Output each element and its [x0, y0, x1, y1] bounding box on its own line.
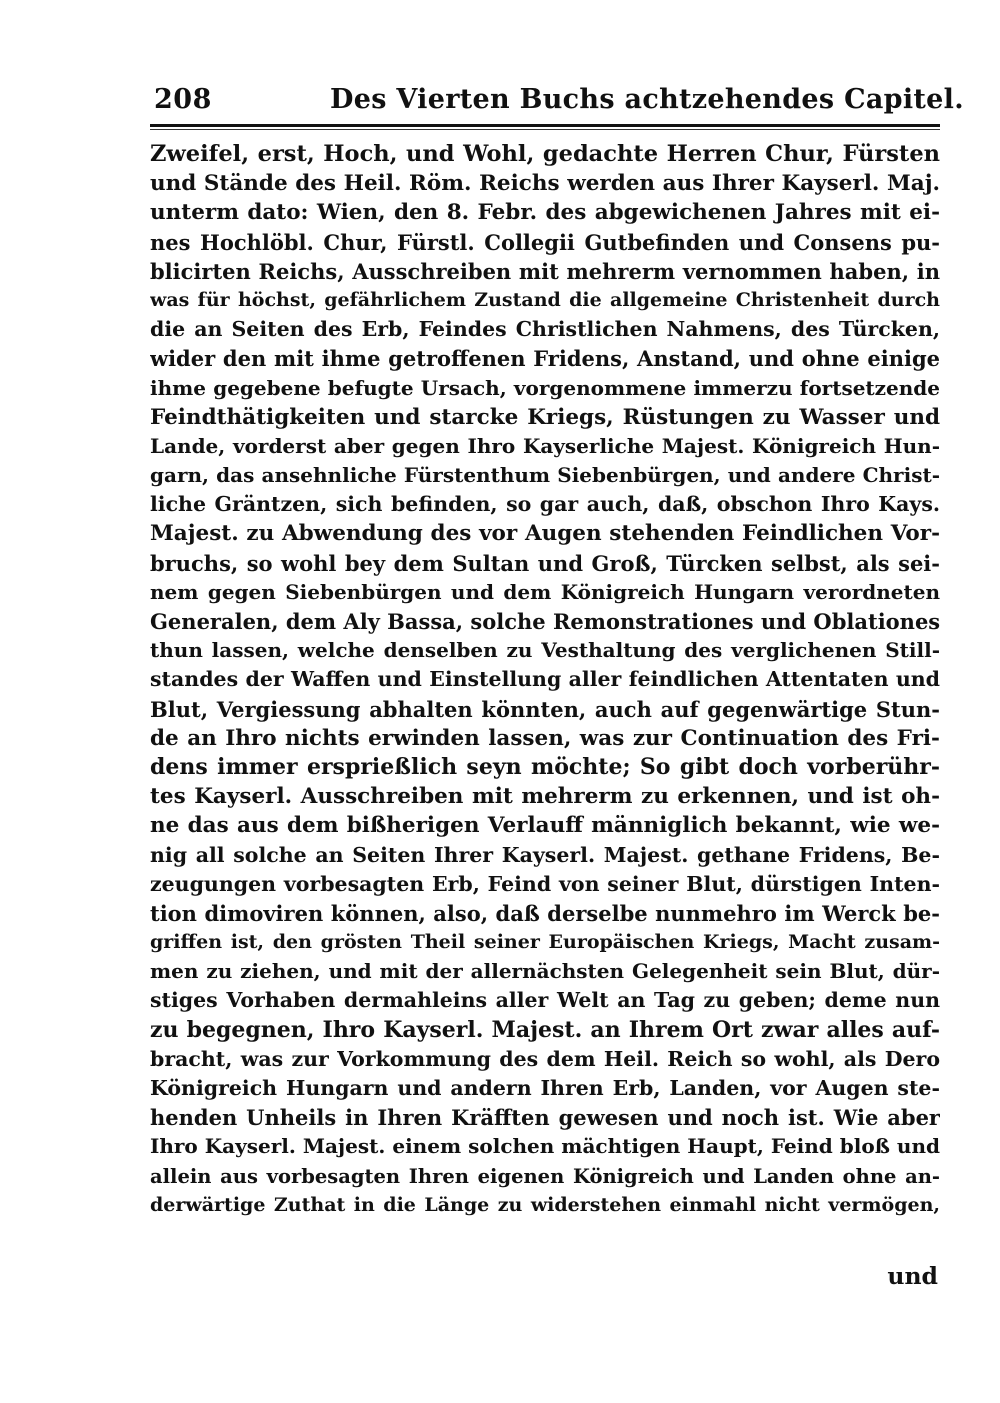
page-number: 208	[154, 84, 212, 115]
text-line: Feindthätigkeiten und starcke Kriegs, Rüstungen zu Wasser und	[150, 404, 940, 430]
body-text	[150, 140, 940, 1220]
text-line: Generalen, dem Aly Bassa, solche Remonstrationes und Oblationes	[150, 609, 940, 634]
text-line: dens immer ersprießlich seyn möchte; So gibt doch vorberühr-	[150, 753, 940, 780]
text-line: garn, das ansehnliche Fürstenthum Siebenbürgen, und andere Christ-	[150, 463, 940, 488]
text-line: was für höchst, gefährlichem Zustand die allgemeine Christenheit durch	[150, 288, 940, 311]
text-line: tes Kayserl. Ausschreiben mit mehrerm zu erkennen, und ist oh-	[150, 784, 940, 810]
text-line: tion dimoviren können, also, daß derselbe nunmehro im Werck be-	[150, 900, 940, 926]
text-line: bruchs, so wohl bey dem Sultan und Groß, Türcken selbst, als sei-	[150, 550, 940, 576]
header-rule	[150, 124, 940, 127]
text-line: standes der Waffen und Einstellung aller feindlichen Attentaten und	[150, 667, 940, 692]
text-line: und Stände des Heil. Röm. Reichs werden aus Ihrer Kayserl. Maj.	[150, 171, 940, 197]
text-line: nig all solche an Seiten Ihrer Kayserl. Majest. gethane Fridens, Be-	[150, 842, 940, 867]
text-line: derwärtige Zuthat in die Länge zu widerstehen einmahl nicht vermögen,	[150, 1193, 940, 1216]
text-line: Ihro Kayserl. Majest. einem solchen mächtigen Haupt, Feind bloß und	[150, 1134, 940, 1159]
text-line: Blut, Vergiessung abhalten könnten, auch auf gegenwärtige Stun-	[150, 696, 940, 722]
text-line: stiges Vorhaben dermahleins aller Welt an Tag zu geben; deme nun	[150, 988, 940, 1013]
text-line: nes Hochlöbl. Chur, Fürstl. Collegii Gutbefinden und Consens pu-	[150, 229, 940, 255]
text-line: henden Unheils in Ihren Kräfften gewesen und noch ist. Wie aber	[150, 1105, 940, 1131]
text-line: blicirten Reichs, Ausschreiben mit mehrerm vernommen haben, in	[150, 258, 940, 284]
text-line: bracht, was zur Vorkommung des dem Heil. Reich so wohl, als Dero	[150, 1046, 940, 1071]
catchword: und	[887, 1262, 938, 1290]
text-line: de an Ihro nichts erwinden lassen, was zur Continuation des Fri-	[150, 725, 940, 751]
text-line: thun lassen, welche denselben zu Vesthaltung des verglichenen Still-	[150, 638, 940, 663]
text-line: nem gegen Siebenbürgen und dem Königreich Hungarn verordneten	[150, 579, 940, 604]
text-line: ne das aus dem bißherigen Verlauff männiglich bekannt, wie we-	[150, 813, 940, 839]
text-line: zu begegnen, Ihro Kayserl. Majest. an Ihrem Ort zwar alles auf-	[150, 1016, 940, 1043]
page-header	[150, 78, 964, 122]
header-rule-thin	[150, 129, 940, 130]
text-line: ihme gegebene befugte Ursach, vorgenommene immerzu fortsetzende	[150, 375, 940, 400]
text-line: griffen ist, den grösten Theil seiner Europäischen Kriegs, Macht zusam-	[150, 931, 940, 954]
text-line: liche Gräntzen, sich befinden, so gar auch, daß, obschon Ihro Kays.	[150, 492, 940, 517]
text-line: Lande, vorderst aber gegen Ihro Kayserliche Majest. Königreich Hun-	[150, 433, 940, 458]
text-line: wider den mit ihme getroffenen Fridens, Anstand, und ohne einige	[150, 346, 940, 372]
text-line: Zweifel, erst, Hoch, und Wohl, gedachte Herren Chur, Fürsten	[150, 141, 940, 167]
text-line: allein aus vorbesagten Ihren eigenen Königreich und Landen ohne an-	[150, 1164, 940, 1188]
text-line: men zu ziehen, und mit der allernächsten Gelegenheit sein Blut, dür-	[150, 959, 940, 984]
text-line: Königreich Hungarn und andern Ihren Erb, Landen, vor Augen ste-	[150, 1076, 940, 1100]
text-line: die an Seiten des Erb, Feindes Christlichen Nahmens, des Türcken,	[150, 317, 940, 342]
text-line: zeugungen vorbesagten Erb, Feind von seiner Blut, dürstigen Inten-	[150, 871, 940, 896]
text-line: unterm dato: Wien, den 8. Febr. des abgewichenen Jahres mit ei-	[150, 200, 940, 226]
running-title: Des Vierten Buchs achtzehendes Capitel.	[330, 84, 964, 115]
text-line: Majest. zu Abwendung des vor Augen stehenden Feindlichen Vor-	[150, 521, 940, 547]
